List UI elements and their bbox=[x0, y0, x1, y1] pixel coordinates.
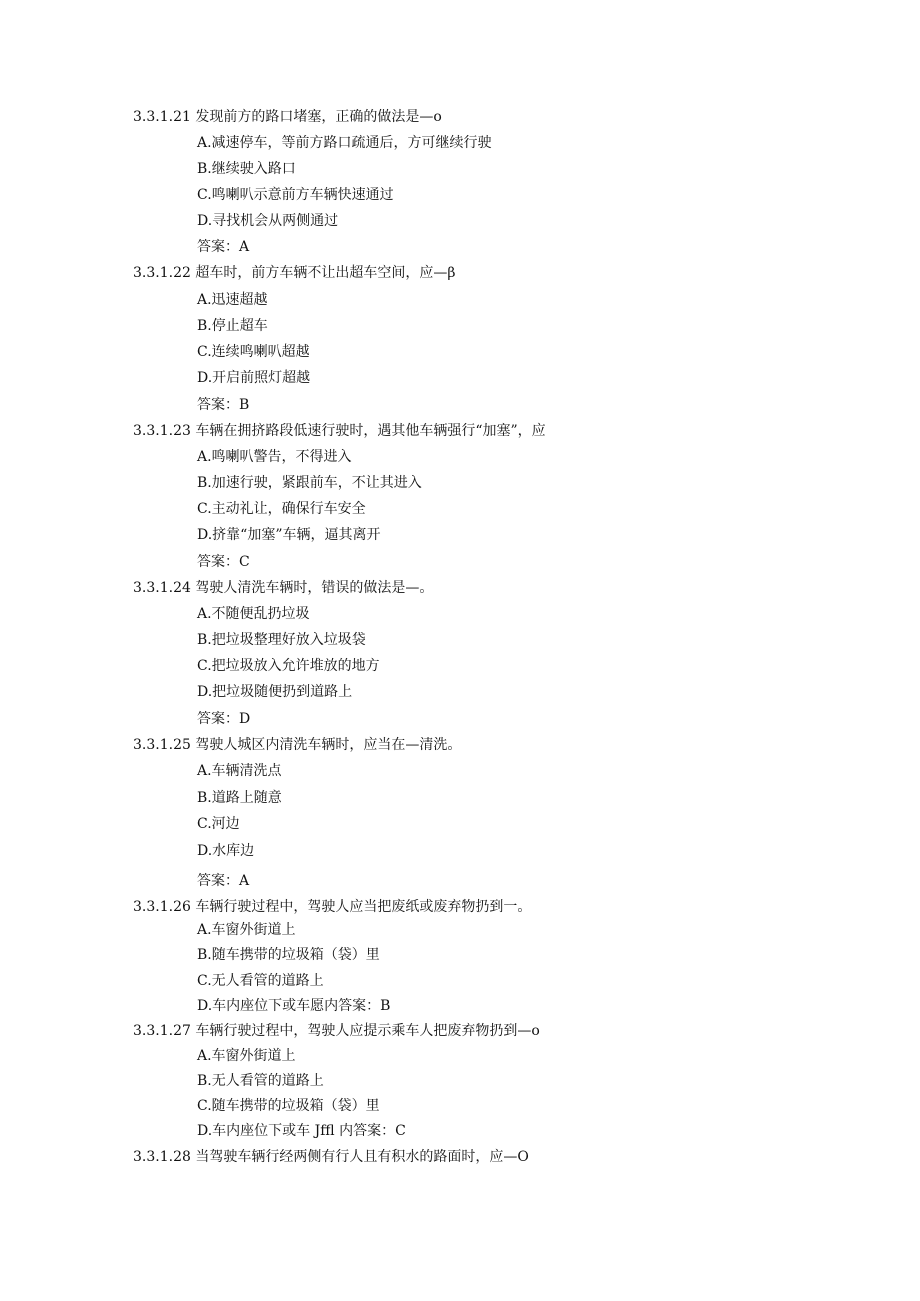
answer-option: B.加速行驶，紧跟前车，不让其进入 bbox=[197, 475, 422, 491]
answer-option: C.连续鸣喇叭超越 bbox=[197, 344, 310, 360]
answer-option: D.车内座位下或车愿内答案：B bbox=[197, 998, 391, 1014]
question-stem: 3.3.1.21 发现前方的路口堵塞，正确的做法是—o bbox=[133, 109, 442, 125]
question-stem: 3.3.1.23 车辆在拥挤路段低速行驶时，遇其他车辆强行“加塞”，应 bbox=[133, 423, 546, 439]
answer-option: A.车窗外街道上 bbox=[197, 922, 296, 938]
answer-option: B.停止超车 bbox=[197, 318, 268, 334]
answer-option: C.鸣喇叭示意前方车辆快速通过 bbox=[197, 187, 394, 203]
answer-option: A.迅速超越 bbox=[197, 292, 268, 308]
answer-option: B.道路上随意 bbox=[197, 790, 282, 806]
answer-option: B.继续驶入路口 bbox=[197, 161, 296, 177]
answer-option: B.把垃圾整理好放入垃圾袋 bbox=[197, 632, 366, 648]
answer-option: D.车内座位下或车 Jffl 内答案：C bbox=[197, 1123, 406, 1139]
answer-option: A.鸣喇叭警告，不得进入 bbox=[197, 449, 352, 465]
answer-option: C.无人看管的道路上 bbox=[197, 973, 324, 989]
question-stem: 3.3.1.26 车辆行驶过程中，驾驶人应当把废纸或废弃物扔到一。 bbox=[133, 899, 532, 915]
question-stem: 3.3.1.25 驾驶人城区内清洗车辆时，应当在—清洗。 bbox=[133, 737, 462, 753]
answer-option: A.不随便乱扔垃圾 bbox=[197, 606, 310, 622]
answer-option: B.随车携带的垃圾箱（袋）里 bbox=[197, 947, 380, 963]
answer-option: C.随车携带的垃圾箱（袋）里 bbox=[197, 1098, 380, 1114]
answer-option: B.无人看管的道路上 bbox=[197, 1073, 324, 1089]
answer-option: D.挤靠“加塞”车辆，逼其离开 bbox=[197, 527, 381, 543]
answer-option: C.主动礼让，确保行车安全 bbox=[197, 501, 366, 517]
answer-key: 答案：A bbox=[197, 239, 250, 255]
answer-option: C.河边 bbox=[197, 816, 240, 832]
answer-option: C.把垃圾放入允许堆放的地方 bbox=[197, 658, 380, 674]
answer-key: 答案：C bbox=[197, 554, 250, 570]
answer-option: D.把垃圾随便扔到道路上 bbox=[197, 684, 353, 700]
answer-option: D.水库边 bbox=[197, 843, 255, 859]
question-stem: 3.3.1.27 车辆行驶过程中，驾驶人应提示乘车人把废弃物扔到—o bbox=[133, 1023, 540, 1039]
question-stem: 3.3.1.22 超车时，前方车辆不让出超车空间，应—β bbox=[133, 265, 456, 281]
answer-option: D.寻找机会从两侧通过 bbox=[197, 213, 339, 229]
answer-key: 答案：D bbox=[197, 711, 251, 727]
question-stem: 3.3.1.24 驾驶人清洗车辆时，错误的做法是—。 bbox=[133, 580, 434, 596]
answer-key: 答案：B bbox=[197, 397, 250, 413]
question-stem: 3.3.1.28 当驾驶车辆行经两侧有行人且有积水的路面时，应—O bbox=[133, 1149, 529, 1165]
answer-option: D.开启前照灯超越 bbox=[197, 370, 311, 386]
answer-option: A.车辆清洗点 bbox=[197, 763, 282, 779]
answer-option: A.减速停车，等前方路口疏通后，方可继续行驶 bbox=[197, 135, 492, 151]
answer-option: A.车窗外街道上 bbox=[197, 1048, 296, 1064]
answer-key: 答案：A bbox=[197, 873, 250, 889]
